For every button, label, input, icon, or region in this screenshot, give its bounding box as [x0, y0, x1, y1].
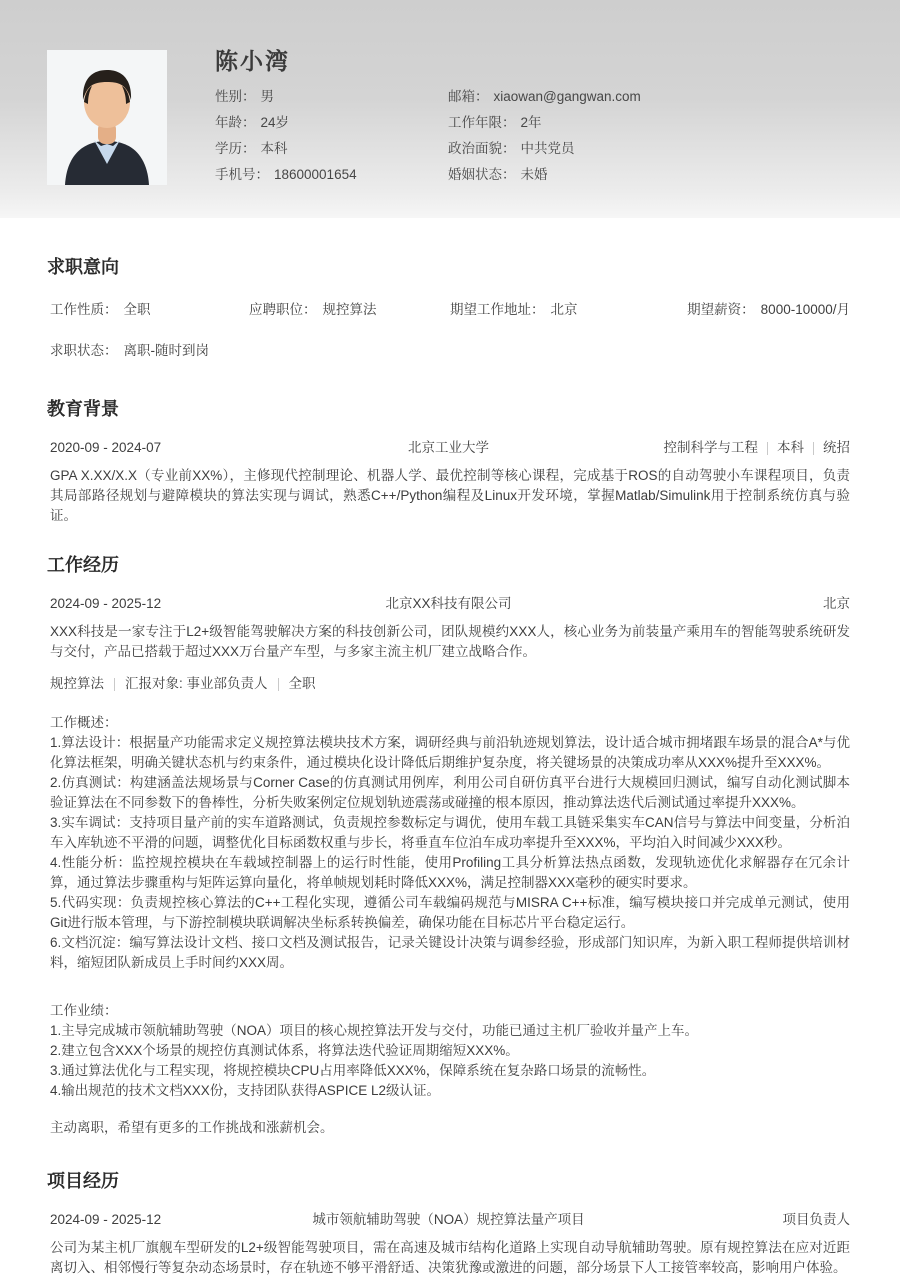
field-job-status	[50, 343, 209, 359]
field-job-nature-value: 全职	[123, 302, 151, 317]
section-education	[47, 399, 850, 526]
header-info	[215, 50, 850, 218]
info-phone-label: 手机号：	[215, 167, 269, 182]
profile-photo-image	[47, 50, 167, 185]
work-result-item: 3.通过算法优化与工程实现，将规控模块CPU占用率降低XXX%，保障系统在复杂路口场景的流畅性。	[50, 1063, 656, 1078]
resume-header	[0, 0, 900, 218]
info-email-value: xiaowan@gangwan.com	[493, 89, 641, 104]
project-period: 2024-09 - 2025-12	[50, 1212, 162, 1227]
work-report-to: 汇报对象: 事业部负责人	[125, 676, 268, 691]
project-description: 公司为某主机厂旗舰车型研发的L2+级智能驾驶项目，需在高速及城市结构化道路上实现自动导航辅助驾驶。原有规控算法在应对近距离切入、相邻慢行等复杂动态场景时，存在轨迹不够平滑舒适、决策犹豫或激进的问题，部分场景下人工接管率较高，影响用户体验。	[50, 1240, 850, 1275]
project-title: 项目经历	[47, 1171, 119, 1191]
field-expected-salary	[687, 302, 850, 318]
job-intent-row-2	[47, 343, 850, 359]
info-degree	[215, 140, 448, 157]
divider	[114, 678, 115, 691]
info-political-status	[448, 140, 850, 157]
work-overview-item: 2.仿真测试：构建涵盖法规场景与Corner Case的仿真测试用例库，利用公司自研仿真平台进行大规模回归测试，编写自动化测试脚本验证算法在不同参数下的鲁棒性，分析失败案例定位规划轨迹震荡或碰撞的根本原因，推动算法迭代后测试通过率提升XXX%。	[50, 775, 850, 810]
work-result-item: 4.输出规范的技术文档XXX份，支持团队获得ASPICE L2级认证。	[50, 1083, 441, 1098]
info-marital-status-value: 未婚	[520, 167, 548, 182]
education-major: 控制科学与工程	[663, 440, 758, 455]
info-political-status-label: 政治面貌：	[448, 141, 516, 156]
education-title: 教育背景	[47, 399, 119, 419]
education-entry-row	[47, 440, 850, 456]
field-job-status-value: 离职-随时到岗	[123, 343, 209, 358]
section-job-intent	[47, 257, 850, 359]
work-company: 北京XX科技有限公司	[385, 596, 512, 611]
job-intent-row-1	[47, 302, 850, 318]
field-target-city	[450, 302, 687, 318]
resume-body	[0, 257, 900, 1275]
job-intent-title: 求职意向	[47, 257, 119, 277]
field-expected-salary-value: 8000-10000/月	[760, 302, 850, 317]
field-target-city-label: 期望工作地址：	[450, 302, 545, 317]
project-role: 项目负责人	[782, 1212, 850, 1227]
divider	[813, 442, 814, 455]
education-period: 2020-09 - 2024-07	[50, 440, 162, 455]
field-expected-salary-label: 期望薪资：	[687, 302, 755, 317]
education-school: 北京工业大学	[408, 440, 489, 455]
education-degree: 本科	[777, 440, 804, 455]
info-gender-label: 性别：	[215, 89, 256, 104]
personal-info-grid	[215, 88, 850, 183]
work-overview-item: 1.算法设计：根据量产功能需求定义规控算法模块技术方案，调研经典与前沿轨迹规划算法，设计适合城市拥堵跟车场景的混合A*与优化算法框架，明确关键状态机与约束条件，通过模块化设计降低后期维护复杂度，将关键场景的决策成功率从XXX%提升至XXX%。	[50, 735, 850, 770]
field-target-position-value: 规控算法	[322, 302, 377, 317]
work-results-label: 工作业绩：	[50, 1003, 118, 1018]
field-target-position	[249, 302, 450, 318]
project-entry-row	[47, 1212, 850, 1228]
info-phone-value: 18600001654	[274, 167, 357, 182]
info-experience-years	[448, 114, 850, 131]
work-position: 规控算法	[50, 676, 104, 691]
personal-info-left-column	[215, 88, 448, 183]
work-overview-item: 3.实车调试：支持项目量产前的实车道路测试，负责规控参数标定与调优，使用车载工具链采集实车CAN信号与算法中间变量，分析泊车入库轨迹不平滑的问题，调整优化目标函数权重与步长，将垂直车位泊车成功率提升至XXX%，平均泊入时间减少XXX秒。	[50, 815, 850, 850]
education-meta	[664, 440, 851, 456]
profile-photo	[47, 50, 167, 185]
info-gender-value: 男	[260, 89, 274, 104]
info-age	[215, 114, 448, 131]
candidate-name: 陈小湾	[215, 48, 290, 74]
work-overview-item: 6.文档沉淀：编写算法设计文档、接口文档及测试报告，记录关键设计决策与调参经验，形成部门知识库，为新入职工程师提供培训材料，缩短团队新成员上手时间约XXX周。	[50, 935, 850, 970]
info-phone	[215, 166, 448, 183]
info-marital-status	[448, 166, 850, 183]
project-name: 城市领航辅助驾驶（NOA）规控算法量产项目	[312, 1212, 585, 1227]
work-overview-item: 4.性能分析：监控规控模块在车载域控制器上的运行时性能，使用Profiling工具分析算法热点函数，发现轨迹优化求解器存在冗余计算，通过算法步骤重构与矩阵运算向量化，将单帧规划耗时降低XXX%，满足控制器XXX毫秒的硬实时要求。	[50, 855, 850, 890]
section-work-experience	[47, 555, 850, 1138]
work-overview-item: 5.代码实现：负责规控核心算法的C++工程化实现，遵循公司车载编码规范与MISRA C++标准，编写模块接口并完成单元测试，使用Git进行版本管理，与下游控制模块联调解决坐标系转换偏差，确保功能在目标芯片平台稳定运行。	[50, 895, 850, 930]
work-title: 工作经历	[47, 555, 119, 575]
work-leave-note: 主动离职，希望有更多的工作挑战和涨薪机会。	[50, 1120, 334, 1135]
work-location: 北京	[823, 596, 850, 611]
info-experience-years-value: 2年	[520, 115, 542, 130]
education-description: GPA X.XX/X.X（专业前XX%），主修现代控制理论、机器人学、最优控制等核心课程，完成基于ROS的自动驾驶小车课程项目，负责其局部路径规划与避障模块的算法实现与调试，熟悉C++/Python编程及Linux开发环境，掌握Matlab/Simulink用于控制系统仿真与验证。	[50, 468, 850, 523]
field-target-position-label: 应聘职位：	[249, 302, 317, 317]
work-entry-row	[47, 596, 850, 612]
work-role-line	[47, 676, 850, 692]
info-political-status-value: 中共党员	[520, 141, 575, 156]
field-job-nature-label: 工作性质：	[50, 302, 118, 317]
work-job-type: 全职	[288, 676, 316, 691]
personal-info-right-column	[448, 88, 850, 183]
work-company-intro: XXX科技是一家专注于L2+级智能驾驶解决方案的科技创新公司，团队规模约XXX人，核心业务为前装量产乘用车的智能驾驶系统研发与交付，产品已搭载于超过XXX万台量产车型，与多家主流主机厂建立战略合作。	[50, 624, 850, 659]
info-experience-years-label: 工作年限：	[448, 115, 516, 130]
work-result-item: 1.主导完成城市领航辅助驾驶（NOA）项目的核心规控算法开发与交付，功能已通过主机厂验收并量产上车。	[50, 1023, 699, 1038]
field-job-nature	[50, 302, 249, 318]
work-period: 2024-09 - 2025-12	[50, 596, 162, 611]
field-target-city-value: 北京	[550, 302, 578, 317]
info-marital-status-label: 婚姻状态：	[448, 167, 516, 182]
info-age-label: 年龄：	[215, 115, 256, 130]
divider	[278, 678, 279, 691]
info-age-value: 24岁	[260, 115, 290, 130]
info-email-label: 邮箱：	[448, 89, 489, 104]
info-degree-value: 本科	[260, 141, 288, 156]
field-job-status-label: 求职状态：	[50, 343, 118, 358]
section-project-experience	[47, 1171, 850, 1275]
info-gender	[215, 88, 448, 105]
divider	[767, 442, 768, 455]
work-overview-label: 工作概述：	[50, 715, 118, 730]
work-result-item: 2.建立包含XXX个场景的规控仿真测试体系，将算法迭代验证周期缩短XXX%。	[50, 1043, 519, 1058]
education-admission-type: 统招	[823, 440, 850, 455]
info-email	[448, 88, 850, 105]
info-degree-label: 学历：	[215, 141, 256, 156]
